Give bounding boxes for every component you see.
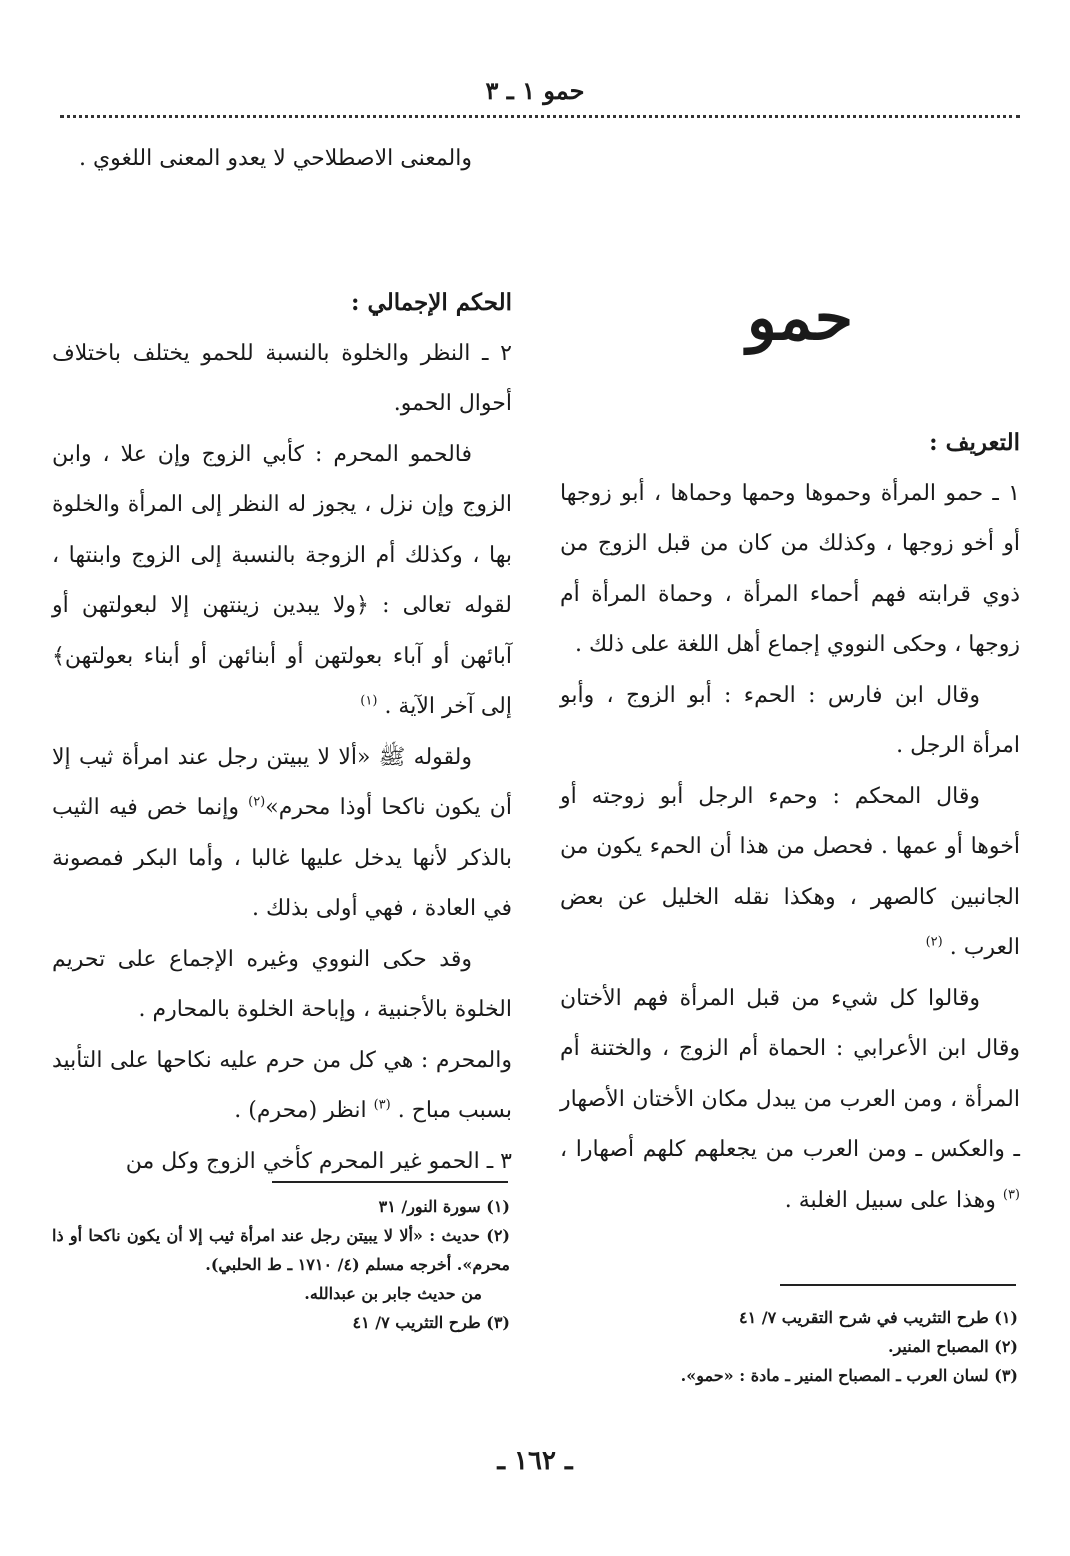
footnote-ref: (٣): [1002, 1187, 1020, 1203]
page-number: ـ ١٦٢ ـ: [497, 1446, 573, 1476]
left-column: [52, 278, 512, 1187]
footnote-ref: (٣): [373, 1097, 391, 1113]
paragraph-text: ولقوله ﷺ «ألا لا يبيتن رجل عند امرأة ثيب إلا أن يكون ناكحا أوذا محرم»: [52, 744, 512, 820]
paragraph-hadith: [52, 733, 512, 935]
paragraph-akhtan: [560, 974, 1020, 1227]
paragraph-ibn-faris: وقال ابن فارس : الحمء : أبو الزوج ، وأبو امرأة الرجل .: [560, 682, 1020, 758]
footnote-2-continued: من حديث جابر بن عبدالله.: [304, 1284, 482, 1303]
entry-title: حمو: [746, 281, 854, 354]
footnote-rule-left: [272, 1181, 508, 1183]
paragraph-text: وقال المحكم : وحمء الرجل أبو زوجته أو أخوها أو عمها . فحصل من هذا أن الحمء يكون من الجانبين كالصهر ، وهكذا نقله الخليل عن بعض العرب .: [560, 783, 1020, 960]
running-head: حمو ١ ـ ٣: [485, 76, 585, 105]
left-column-continuation: [52, 134, 512, 185]
right-column: [560, 418, 1020, 1226]
section-heading-ruling: الحكم الإجمالي :: [351, 289, 512, 316]
footnote-1: (١) سورة النور/ ٣١: [378, 1197, 510, 1216]
paragraph-text: وقالوا كل شيء من قبل المرأة فهم الأختان وقال ابن الأعرابي : الحماة أم الزوج ، والختنة أم المرأة ، ومن العرب من يبدل مكان الأختان الأصهار ـ والعكس ـ ومن العرب من يجعلهم كلهم أصهارا ،: [560, 985, 1020, 1162]
footnote-3: (٣) لسان العرب ـ المصباح المنير ـ مادة : «حمو».: [680, 1366, 1018, 1385]
paragraph-text: انظر (محرم) .: [234, 1098, 374, 1123]
footnote-ref: (٢): [925, 934, 943, 950]
continued-paragraph: والمعنى الاصطلاحي لا يعدو المعنى اللغوي .: [78, 146, 472, 171]
section-heading-definition: التعريف :: [929, 429, 1020, 456]
paragraph-muhkam: [560, 772, 1020, 974]
footnotes-left: [52, 1192, 510, 1337]
footnote-2: (٢) المصباح المنير.: [888, 1337, 1018, 1356]
paragraph-mahram-definition: [52, 1036, 512, 1137]
paragraph-3: ٣ ـ الحمو غير المحرم كأخي الزوج وكل من: [125, 1148, 512, 1174]
paragraph-1: ١ ـ حمو المرأة وحموها وحمها وحماها ، أبو زوجها أو أخو زوجها ، وكذلك من كان من قبل الزوج من ذوي قرابته فهم أحماء المرأة ، وحماة المرأة أم زوجها ، وحكى النووي إجماع أهل اللغة على ذلك .: [560, 480, 1020, 657]
paragraph-consensus: وقد حكى النووي وغيره الإجماع على تحريم الخلوة بالأجنبية ، وإباحة الخلوة بالمحارم .: [52, 946, 512, 1022]
paragraph-text: والمحرم : هي كل من حرم عليه نكاحها على التأبيد بسبب مباح .: [52, 1047, 512, 1123]
paragraph-text: وإنما خص فيه الثيب بالذكر لأنها يدخل عليها غالبا ، وأما البكر فمصونة في العادة ، فهي أولى بذلك .: [52, 795, 512, 921]
header-dotted-rule: [60, 115, 1020, 118]
paragraph-text: وهذا على سبيل الغلبة .: [784, 1187, 1003, 1213]
footnote-3: (٣) طرح التثريب ٧/ ٤١: [352, 1313, 510, 1332]
footnote-rule-right: [780, 1284, 1016, 1286]
paragraph-mahram-in-law: [52, 430, 512, 733]
footnote-1: (١) طرح التثريب في شرح التقريب ٧/ ٤١: [738, 1308, 1018, 1327]
footnote-2: (٢) حديث : «ألا لا يبيتن رجل عند امرأة ثيب إلا أن يكون ناكحا أو ذا محرم». أخرجه مسلم (٤/ ١٧١٠ ـ ط الحلبي).: [52, 1226, 510, 1274]
footnotes-right: [560, 1303, 1018, 1390]
footnote-ref: (١): [360, 693, 378, 709]
footnote-ref: (٢): [248, 794, 266, 810]
paragraph-2: ٢ ـ النظر والخلوة بالنسبة للحمو يختلف باختلاف أحوال الحمو.: [52, 340, 512, 416]
paragraph-text: فالحمو المحرم : كأبي الزوج وإن علا ، وابن الزوج وإن نزل ، يجوز له النظر إلى المرأة والخلوة بها ، وكذلك أم الزوجة بالنسبة إلى الزوج وابنتها ، لقوله تعالى : ﴿ولا يبدين زينتهن إلا لبعولتهن أو آبائهن أو آباء بعولتهن أو أبنائهن أو أبناء بعولتهن﴾ إلى آخر الآية .: [52, 441, 512, 719]
